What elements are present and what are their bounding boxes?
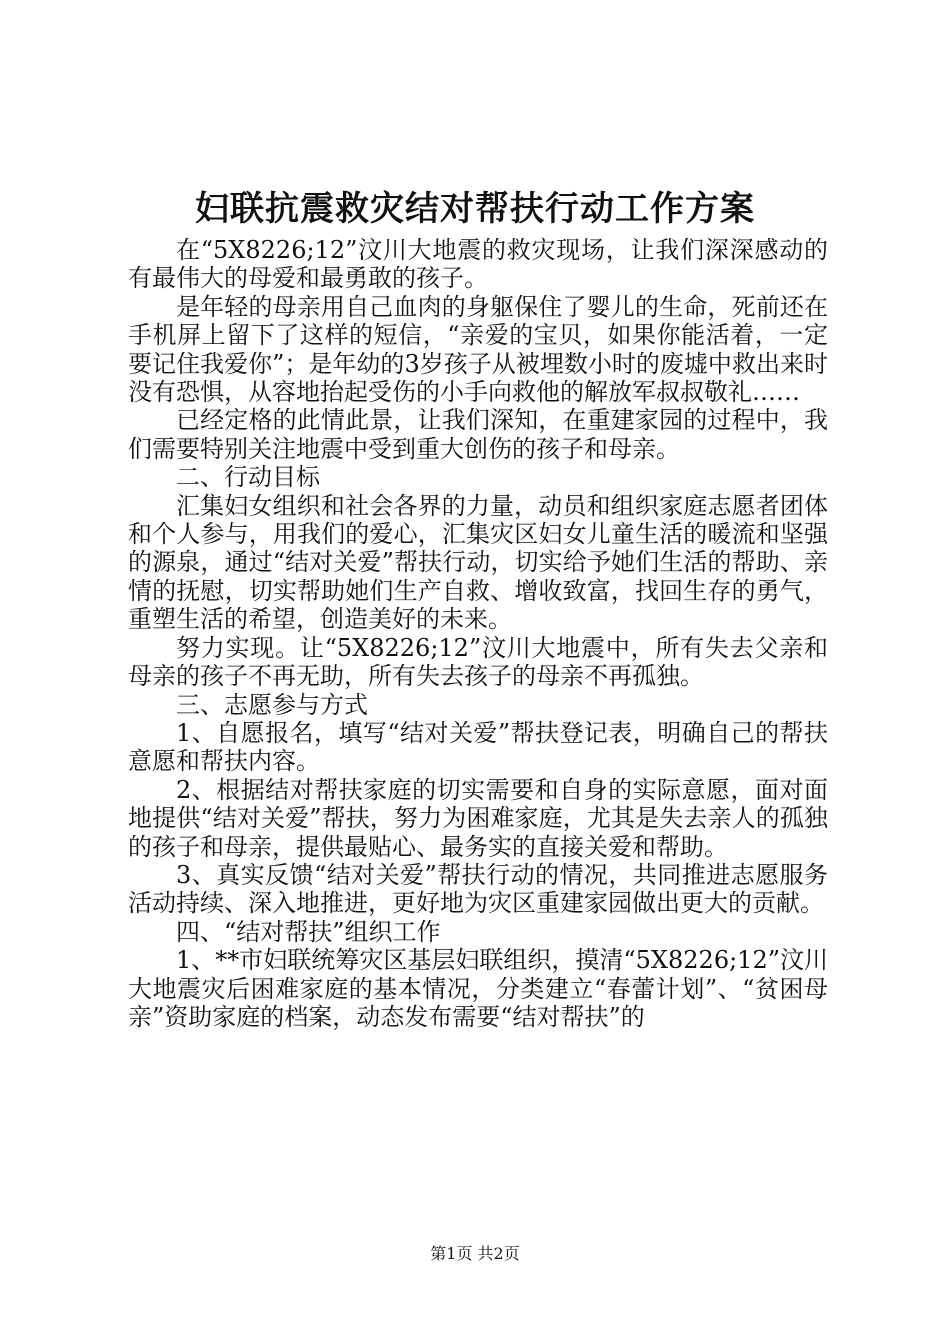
paragraph: 汇集妇女组织和社会各界的力量，动员和组织家庭志愿者团体和个人参与，用我们的爱心，汇集灾区妇女儿童生活的暖流和坚强的源泉，通过“结对关爱”帮扶行动，切实给予她们生活的帮助、亲情的抚慰，切实帮助她们生产自救、增收致富，找回生存的勇气，重塑生活的希望，创造美好的未来。	[128, 491, 828, 634]
paragraph: 在“5X8226;12”汶川大地震的救灾现场，让我们深深感动的有最伟大的母爱和最勇敢的孩子。	[128, 236, 828, 293]
document-title: 妇联抗震救灾结对帮扶行动工作方案	[195, 189, 755, 229]
list-item: 3、真实反馈“结对关爱”帮扶行动的情况，共同推进志愿服务活动持续、深入地推进，更好地为灾区重建家园做出更大的贡献。	[128, 860, 828, 918]
paragraph: 努力实现。让“5X8226;12”汶川大地震中，所有失去父亲和母亲的孩子不再无助，所有失去孩子的母亲不再孤独。	[128, 633, 828, 691]
list-item: 1、**市妇联统筹灾区基层妇联组织，摸清“5X8226;12”汶川大地震灾后困难家庭的基本情况，分类建立“春蕾计划”、“贫困母亲”资助家庭的档案，动态发布需要“结对帮扶”的	[128, 946, 828, 1031]
document-body	[128, 236, 828, 1031]
page-footer: 第1页 共2页	[430, 1244, 520, 1263]
section-heading: 二、行动目标	[176, 463, 320, 492]
list-item: 2、根据结对帮扶家庭的切实需要和自身的实际意愿，面对面地提供“结对关爱”帮扶，努力为困难家庭，尤其是失去亲人的孤独的孩子和母亲，提供最贴心、最务实的直接关爱和帮助。	[128, 775, 828, 861]
section-heading: 三、志愿参与方式	[176, 690, 368, 719]
paragraph: 已经定格的此情此景，让我们深知，在重建家园的过程中，我们需要特别关注地震中受到重大创伤的孩子和母亲。	[128, 406, 828, 463]
paragraph: 是年轻的母亲用自己血肉的身躯保住了婴儿的生命，死前还在手机屏上留下了这样的短信，“亲爱的宝贝，如果你能活着，一定要记住我爱你”；是年幼的3岁孩子从被埋数小时的废墟中救出来时没有恐惧，从容地抬起受伤的小手向救他的解放军叔叔敬礼……	[128, 292, 828, 407]
section-heading: 四、“结对帮扶”组织工作	[176, 917, 441, 946]
list-item: 1、自愿报名，填写“结对关爱”帮扶登记表，明确自己的帮扶意愿和帮扶内容。	[128, 718, 828, 776]
